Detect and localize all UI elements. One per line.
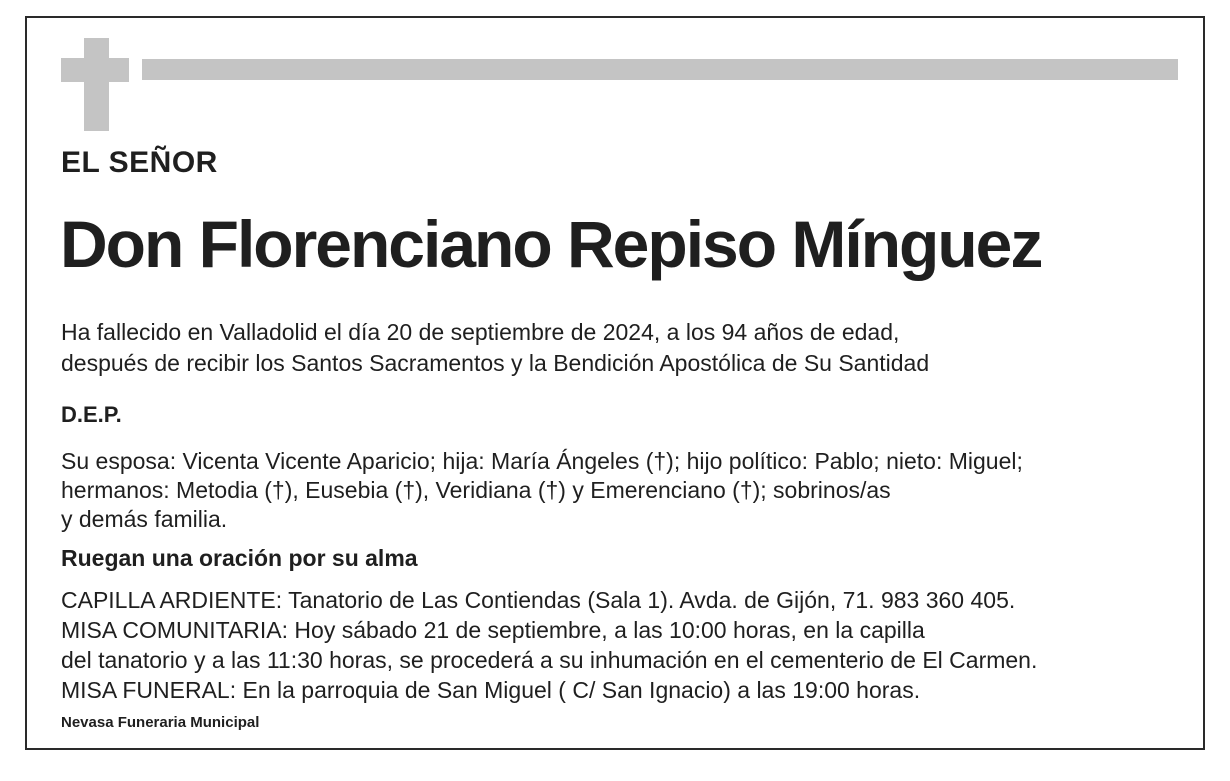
service-details	[61, 585, 1037, 705]
rip-text: D.E.P.	[61, 402, 122, 427]
family-line: hermanos: Metodia (†), Eusebia (†), Veridiana (†) y Emerenciano (†); sobrinos/as	[61, 477, 891, 503]
cross-icon	[84, 38, 109, 131]
family-line: Su esposa: Vicenta Vicente Aparicio; hija: María Ángeles (†); hijo político: Pablo; nieto: Miguel;	[61, 448, 1023, 474]
cross-icon-arm	[61, 58, 129, 82]
deceased-name: Don Florenciano Repiso Mínguez	[60, 207, 1042, 281]
service-line: MISA COMUNITARIA: Hoy sábado 21 de septiembre, a las 10:00 horas, en la capilla	[61, 617, 925, 643]
service-line: CAPILLA ARDIENTE: Tanatorio de Las Contiendas (Sala 1). Avda. de Gijón, 71. 983 360 405.	[61, 587, 1016, 613]
family-line: y demás familia.	[61, 506, 228, 532]
header-rule	[142, 59, 1178, 80]
family-list	[61, 447, 1023, 534]
service-line: MISA FUNERAL: En la parroquia de San Miguel ( C/ San Ignacio) a las 19:00 horas.	[61, 677, 921, 703]
funeral-home-name: Nevasa Funeraria Municipal	[61, 714, 260, 731]
prayer-request: Ruegan una oración por su alma	[61, 545, 418, 571]
announcement-line: Ha fallecido en Valladolid el día 20 de septiembre de 2024, a los 94 años de edad,	[61, 319, 900, 345]
death-announcement	[61, 317, 929, 379]
title-prefix: EL SEÑOR	[61, 146, 218, 179]
service-line: del tanatorio y a las 11:30 horas, se procederá a su inhumación en el cementerio de El Carmen.	[61, 647, 1038, 673]
announcement-line: después de recibir los Santos Sacramentos y la Bendición Apostólica de Su Santidad	[61, 350, 930, 376]
